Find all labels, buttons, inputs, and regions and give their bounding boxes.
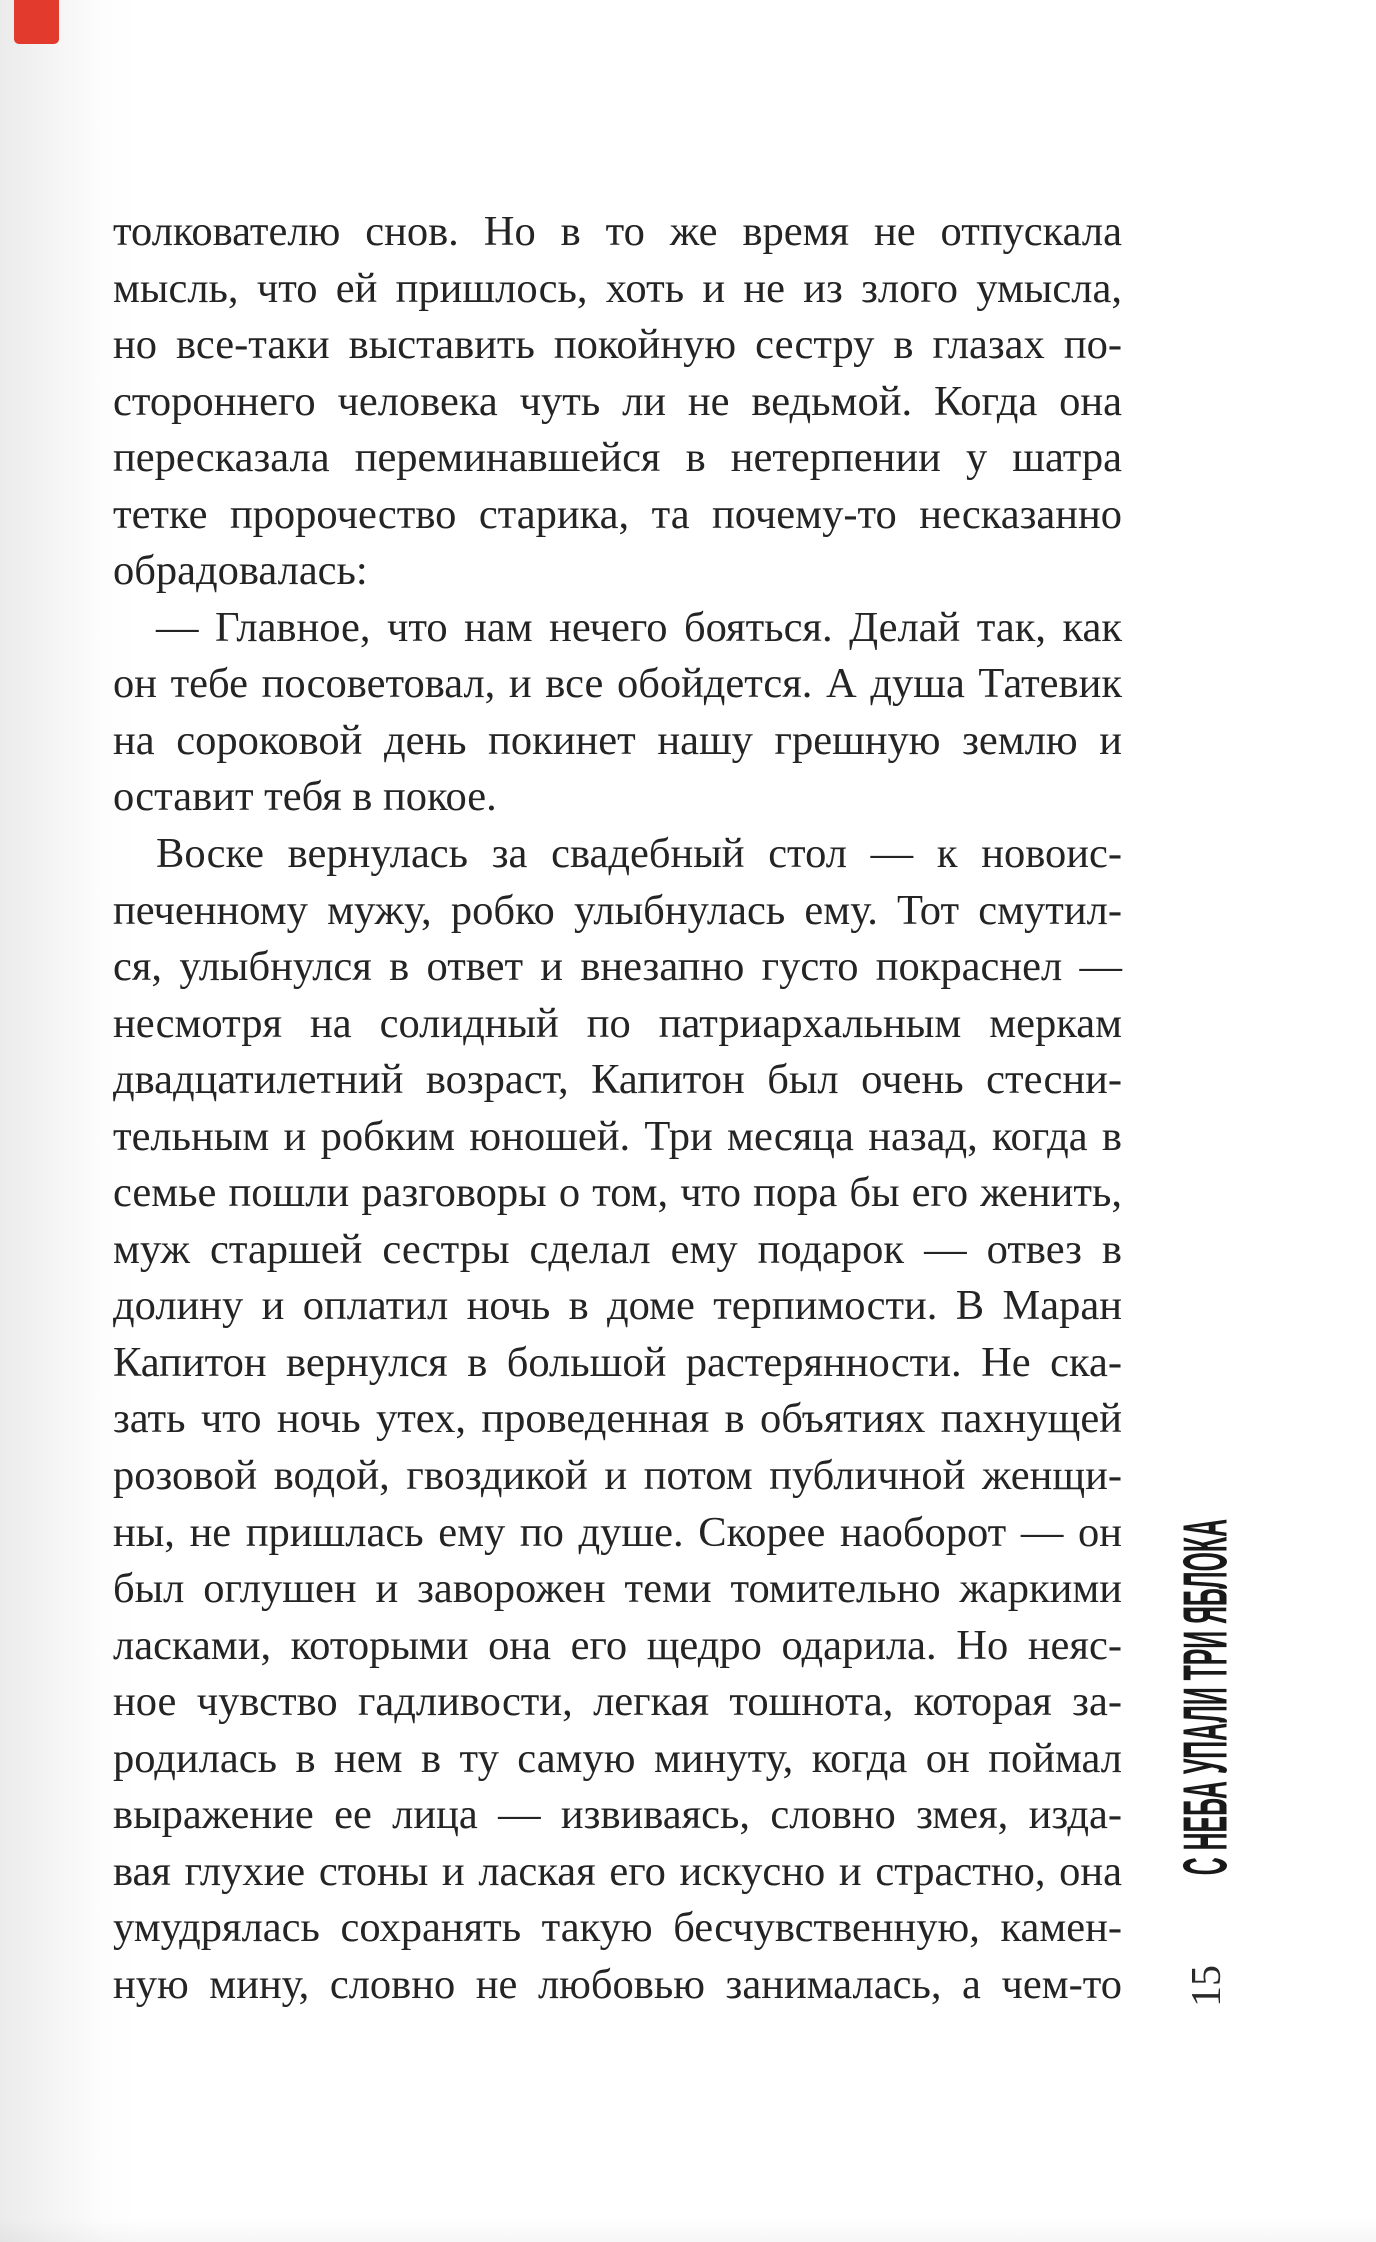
text-line: мысль, что ей пришлось, хоть и не из злого умысла,	[113, 264, 1122, 312]
book-title-vertical: С НЕБА УПАЛИ ТРИ ЯБЛОКА	[1169, 1518, 1241, 1876]
text-line: ласками, которыми она его щедро одарила. Но неяс-	[113, 1621, 1122, 1669]
page-text	[113, 204, 1122, 2014]
text-line: зать что ночь утех, проведенная в объятиях пахнущей	[113, 1395, 1122, 1443]
text-line: обрадовалась:	[113, 547, 368, 595]
text-line: несмотря на солидный по патриархальным меркам	[113, 999, 1122, 1047]
text-line: был оглушен и заворожен теми томительно жаркими	[113, 1565, 1122, 1613]
text-line: пересказала переминавшейся в нетерпении у шатра	[113, 434, 1122, 482]
text-line: на сороковой день покинет нашу грешную землю и	[113, 716, 1122, 764]
text-line: печенному мужу, робко улыбнулась ему. Тот смутил-	[113, 886, 1122, 934]
text-line: родилась в нем в ту самую минуту, когда он поймал	[113, 1734, 1122, 1782]
text-line: Капитон вернулся в большой растерянности. Не ска-	[113, 1338, 1122, 1386]
text-line: он тебе посоветовал, и все обойдется. А душа Татевик	[113, 660, 1122, 708]
text-line: двадцатилетний возраст, Капитон был очень стесни-	[113, 1056, 1122, 1104]
text-line: ную мину, словно не любовью занималась, а чем-то	[113, 1960, 1122, 2008]
text-line: семье пошли разговоры о том, что пора бы его женить,	[113, 1169, 1122, 1217]
text-line: ся, улыбнулся в ответ и внезапно густо покраснел —	[113, 943, 1122, 991]
text-line: розовой водой, гвоздикой и потом публичной женщи-	[113, 1452, 1122, 1500]
text-line: оставит тебя в покое.	[113, 773, 497, 821]
page-number-wrap	[1182, 1946, 1232, 2026]
text-line: вая глухие стоны и лаская его искусно и страстно, она	[113, 1847, 1122, 1895]
text-line: но все-таки выставить покойную сестру в глазах по-	[113, 321, 1122, 369]
text-line: умудрялась сохранять такую бесчувственную, камен-	[113, 1904, 1122, 1952]
text-line: толкователю снов. Но в то же время не отпускала	[113, 208, 1122, 255]
bookmark-indicator[interactable]	[14, 0, 59, 44]
text-line: тельным и робким юношей. Три месяца назад, когда в	[113, 1112, 1122, 1160]
text-line: муж старшей сестры сделал ему подарок — отвез в	[113, 1225, 1122, 1273]
page-number: 15	[1184, 1965, 1230, 2007]
page-bottom-shade	[0, 2218, 1376, 2242]
text-line: ны, не пришлась ему по душе. Скорее наоборот — он	[113, 1508, 1122, 1556]
text-line: ное чувство гадливости, легкая тошнота, которая за-	[113, 1678, 1122, 1726]
text-line: Воске вернулась за свадебный стол — к новоис-	[156, 830, 1122, 878]
text-line: долину и оплатил ночь в доме терпимости. В Маран	[113, 1282, 1122, 1330]
text-line: стороннего человека чуть ли не ведьмой. Когда она	[113, 377, 1122, 425]
text-line: тетке пророчество старика, та почему-то несказанно	[113, 490, 1122, 538]
text-line: — Главное, что нам нечего бояться. Делай так, как	[156, 603, 1122, 651]
text-line: выражение ее лица — извиваясь, словно змея, изда-	[113, 1791, 1122, 1839]
book-title-vertical-wrap	[1169, 1507, 1241, 1887]
